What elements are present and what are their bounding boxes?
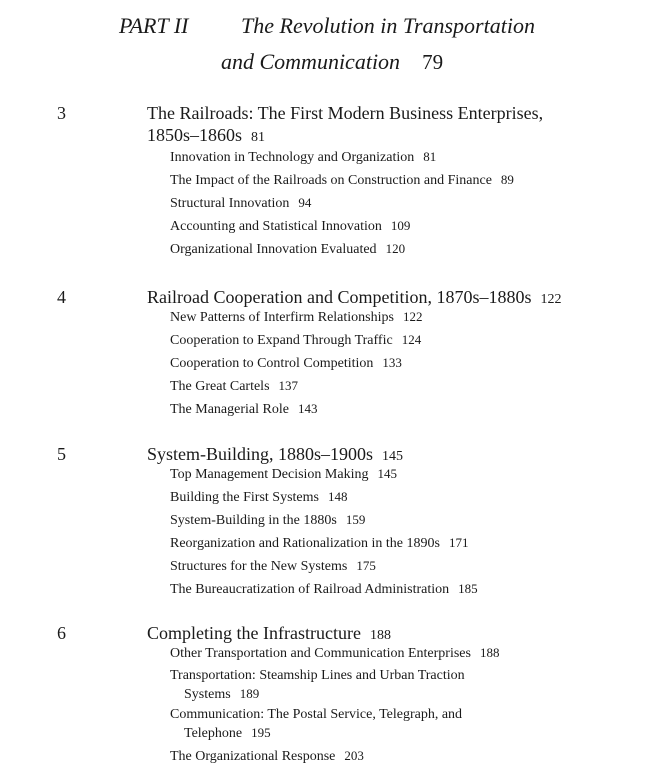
section-item (170, 532, 478, 555)
section-title-continued-text: Telephone (184, 726, 243, 741)
section-page-number: 81 (423, 149, 437, 164)
section-list (170, 306, 422, 421)
section-page-number: 185 (458, 581, 478, 596)
section-title: System-Building in the 1880s (170, 513, 337, 528)
chapter-number: 6 (57, 623, 66, 643)
section-item (170, 578, 478, 601)
section-page-number: 133 (382, 355, 402, 370)
section-title: Cooperation to Control Competition (170, 356, 374, 371)
section-item (170, 509, 478, 532)
section-item (170, 745, 499, 768)
section-page-number: 159 (345, 512, 366, 527)
section-page-number: 143 (297, 401, 318, 416)
section-title: Communication: The Postal Service, Telegraph, and (170, 707, 463, 722)
section-item (170, 706, 499, 743)
section-title: New Patterns of Interfirm Relationships (170, 310, 394, 325)
section-item (170, 486, 478, 509)
section-title: Structural Innovation (170, 196, 290, 211)
section-title: Transportation: Steamship Lines and Urban Traction (170, 668, 465, 683)
section-item (170, 642, 499, 665)
section-item (170, 375, 422, 398)
section-title: The Great Cartels (170, 379, 270, 394)
part-title-line-2: and Communication (221, 49, 401, 74)
section-page-number: 188 (479, 645, 500, 660)
section-page-number: 195 (251, 725, 271, 740)
section-item (170, 329, 422, 352)
chapter-number: 4 (57, 287, 66, 307)
chapter-title-text: The Railroads: The First Modern Business Enterprises, (147, 103, 544, 123)
section-title: Cooperation to Expand Through Traffic (170, 333, 393, 348)
chapter-number: 5 (57, 444, 66, 464)
section-page-number: 175 (356, 558, 376, 573)
section-title: The Organizational Response (170, 749, 336, 764)
section-title-continued-text: Systems (184, 687, 231, 702)
section-title: Building the First Systems (170, 490, 319, 505)
part-heading-line-1 (119, 10, 535, 42)
section-page-number: 120 (385, 241, 406, 256)
section-page-number: 122 (402, 309, 423, 324)
section-item (170, 146, 514, 169)
section-title: The Impact of the Railroads on Construction and Finance (170, 173, 492, 188)
section-list (170, 642, 499, 768)
chapter-number: 3 (57, 103, 66, 123)
section-item (170, 215, 514, 238)
section-page-number: 94 (298, 195, 312, 210)
section-title: The Bureaucratization of Railroad Administration (170, 582, 450, 597)
chapter-title-text: Railroad Cooperation and Competition, 1870s–1880s (147, 287, 532, 307)
section-item (170, 555, 478, 578)
section-title-continued (170, 724, 499, 743)
section-page-number: 148 (327, 489, 348, 504)
section-item (170, 667, 499, 704)
section-title: Structures for the New Systems (170, 559, 348, 574)
chapter-page-number: 122 (540, 292, 562, 307)
section-title: Other Transportation and Communication Enterprises (170, 646, 471, 661)
section-item (170, 463, 478, 486)
section-item (170, 238, 514, 261)
section-list (170, 146, 514, 261)
section-title: Accounting and Statistical Innovation (170, 219, 382, 234)
section-item (170, 169, 514, 192)
section-page-number: 203 (344, 748, 364, 763)
section-page-number: 124 (401, 332, 422, 347)
section-page-number: 137 (278, 378, 299, 393)
section-item (170, 192, 514, 215)
chapter-title-text-continued: 1850s–1860s (147, 125, 243, 145)
section-title: The Managerial Role (170, 402, 289, 417)
chapter-title-text: System-Building, 1880s–1900s (147, 444, 374, 464)
section-title: Organizational Innovation Evaluated (170, 242, 377, 257)
chapter-page-number: 188 (369, 628, 391, 643)
section-item (170, 352, 422, 375)
section-page-number: 171 (448, 535, 469, 550)
section-item (170, 398, 422, 421)
section-page-number: 189 (239, 686, 260, 701)
part-heading-line-2 (221, 46, 443, 78)
section-list (170, 463, 478, 601)
section-title-continued (170, 685, 499, 704)
part-page-number: 79 (422, 50, 444, 74)
part-label: PART II (119, 13, 189, 38)
chapter-page-number: 145 (382, 449, 404, 464)
section-title: Innovation in Technology and Organization (170, 150, 415, 165)
section-page-number: 145 (377, 466, 397, 481)
section-page-number: 89 (500, 172, 514, 187)
chapter-title (147, 102, 543, 124)
part-title-line-1: The Revolution in Transportation (241, 13, 535, 38)
section-title: Reorganization and Rationalization in the 1890s (170, 536, 440, 551)
chapter-page-number: 81 (251, 130, 266, 145)
chapter-title-text: Completing the Infrastructure (147, 623, 361, 643)
section-page-number: 109 (390, 218, 411, 233)
section-item (170, 306, 422, 329)
section-title: Top Management Decision Making (170, 467, 369, 482)
